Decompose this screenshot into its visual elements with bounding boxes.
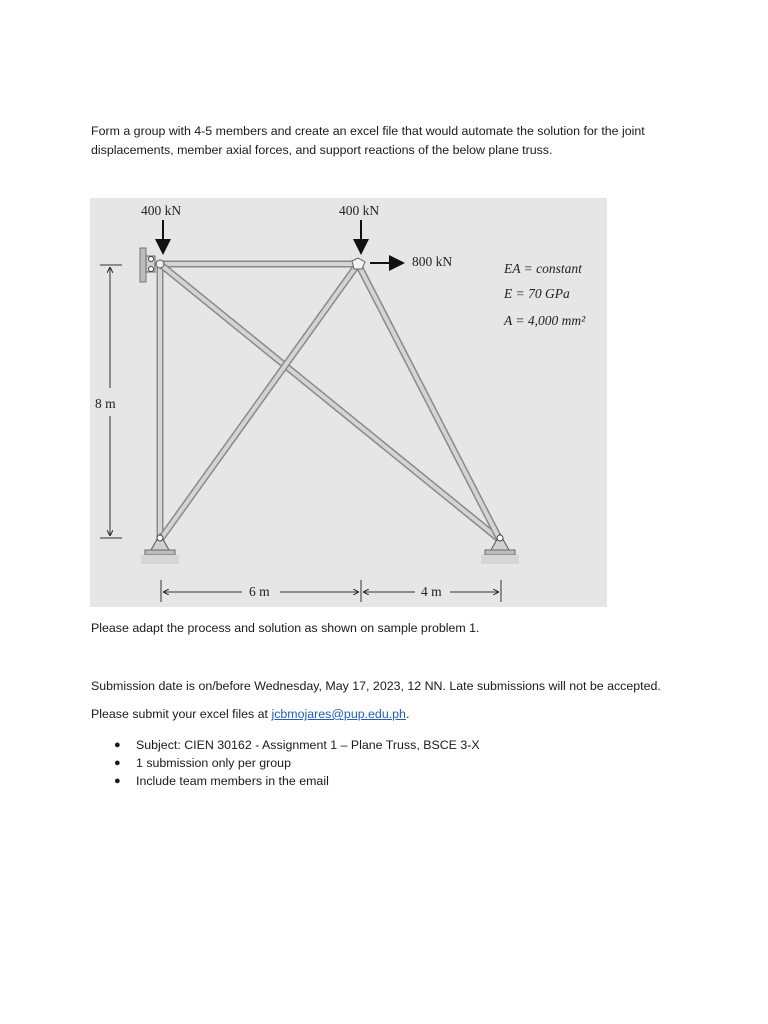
submit-prefix: Please submit your excel files at [91,707,272,721]
email-link[interactable]: jcbmojares@pup.edu.ph [271,707,406,721]
truss-figure [90,198,607,607]
bullet-icon: ● [114,739,121,751]
submit-suffix: . [405,707,410,721]
truss-diagram [90,198,607,607]
bullet-icon: ● [114,757,121,769]
load-label-left: 400 kN [141,203,182,218]
list-item-text: 1 submission only per group [136,756,291,770]
member-inclined-right [358,264,500,540]
pin-support-left [141,534,179,564]
adapt-paragraph: Please adapt the process and solution as shown on sample problem 1. [91,621,480,635]
list-item [91,736,691,754]
bullet-icon: ● [114,775,121,787]
list-item-text: Subject: CIEN 30162 - Assignment 1 – Plane Truss, BSCE 3-X [136,738,480,752]
dimension-left-span-label: 6 m [249,584,270,599]
property-a: A = 4,000 mm² [504,313,586,328]
property-e: E = 70 GPa [504,286,570,301]
requirements-list [91,736,691,790]
submit-paragraph [91,705,691,724]
dimension-height-label: 8 m [95,396,116,411]
list-item [91,772,691,790]
property-ea: EA = constant [504,261,582,276]
dimension-spans [161,580,501,602]
pin-support-right [481,534,519,564]
load-label-right: 400 kN [339,203,380,218]
dimension-right-span-label: 4 m [421,584,442,599]
list-item [91,754,691,772]
intro-paragraph: Form a group with 4-5 members and create an excel file that would automate the solution for the joint displacements, member axial forces, and support reactions of the below plane truss. [91,124,645,157]
joint-top-right [352,258,365,269]
load-label-horizontal: 800 kN [412,254,453,269]
submission-date-paragraph: Submission date is on/before Wednesday, May 17, 2023, 12 NN. Late submissions will not be accepted. [91,679,661,693]
list-item-text: Include team members in the email [136,774,329,788]
